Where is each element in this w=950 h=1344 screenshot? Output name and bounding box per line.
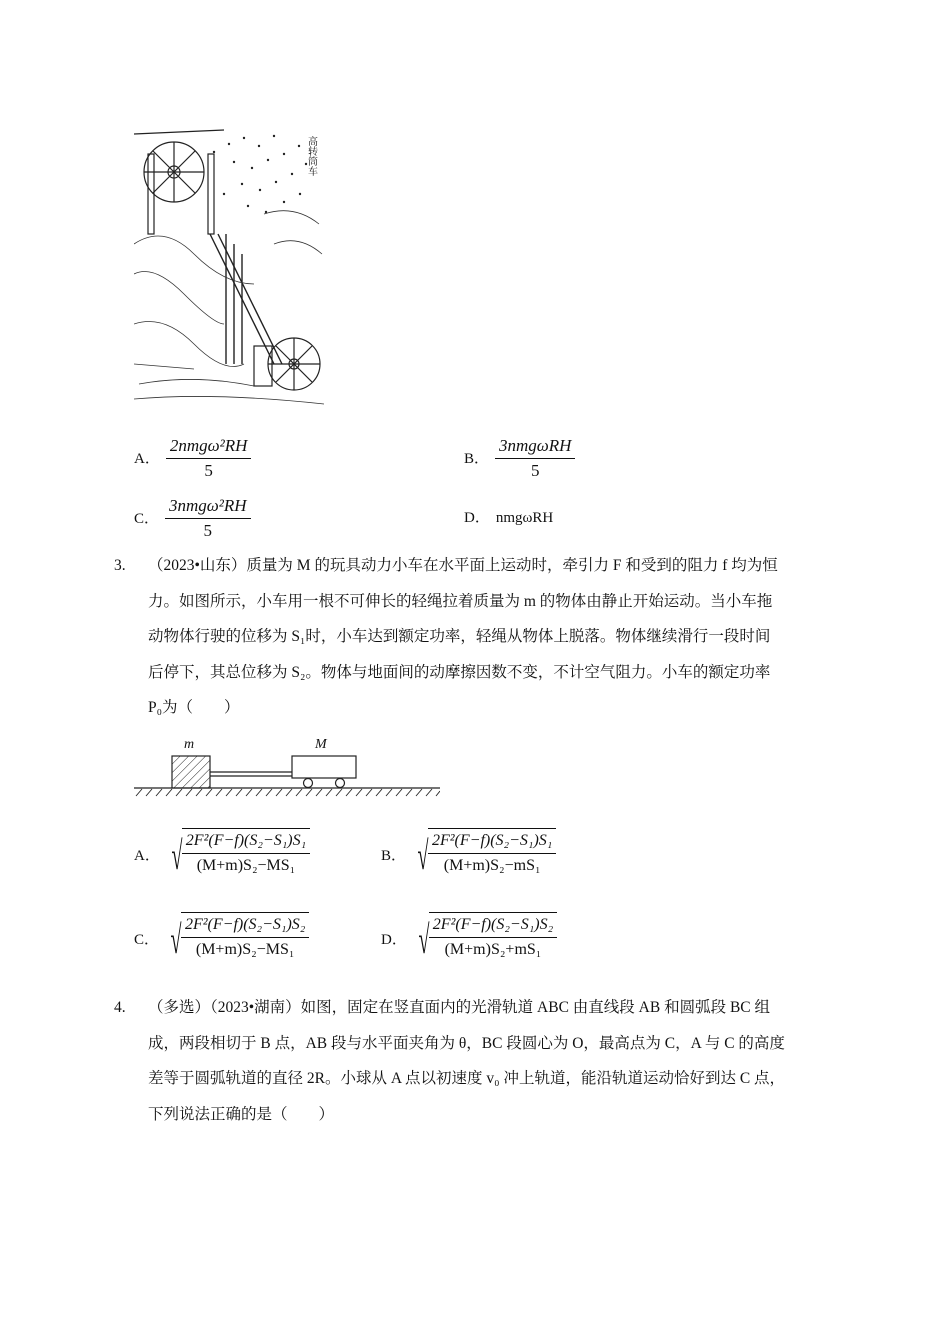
block-m bbox=[172, 756, 210, 788]
denominator: 5 bbox=[203, 521, 213, 540]
block-cart-diagram bbox=[134, 734, 440, 798]
option-label: A． bbox=[134, 450, 160, 467]
option-label: D． bbox=[381, 932, 407, 948]
question-line: 成，两段相切于 B 点，AB 段与水平面夹角为 θ，BC 段圆心为 O，最高点为 C，A 与 C 的高度 bbox=[148, 1034, 785, 1052]
numerator: 2F²(F−f)(S₂−S₁)S₂ bbox=[181, 915, 309, 938]
numerator: 2nmgω²RH bbox=[166, 436, 252, 459]
wheel bbox=[304, 779, 313, 788]
cart-M bbox=[292, 756, 356, 778]
denominator: (M+m)S₂−MS₁ bbox=[196, 857, 296, 874]
question-4-text bbox=[148, 990, 838, 1132]
numerator: 3nmgωRH bbox=[495, 436, 575, 459]
q3-option-a[interactable] bbox=[134, 828, 310, 884]
option-label: A． bbox=[134, 848, 160, 864]
fraction bbox=[165, 496, 251, 541]
fraction bbox=[428, 831, 556, 876]
sqrt-icon: √ bbox=[418, 917, 430, 962]
option-label: B． bbox=[464, 450, 490, 467]
option-text: nmgωRH bbox=[495, 510, 554, 526]
denominator: (M+m)S₂−MS₁ bbox=[195, 941, 295, 958]
question-line: （多选）（2023•湖南）如图，固定在竖直面内的光滑轨道 ABC 由直线段 AB 和圆弧段 BC 组 bbox=[148, 999, 771, 1016]
q2-option-b[interactable] bbox=[464, 436, 575, 481]
label-m: m bbox=[184, 737, 195, 752]
fraction bbox=[166, 436, 252, 481]
option-label: D． bbox=[464, 510, 490, 526]
waterwheel-illustration bbox=[134, 124, 324, 414]
sqrt-expression bbox=[413, 912, 557, 968]
question-number: 4. bbox=[114, 999, 126, 1016]
sqrt-icon: √ bbox=[171, 833, 183, 878]
denominator: (M+m)S₂−mS₁ bbox=[443, 857, 541, 874]
question-line: 后停下，其总位移为 S₂。物体与地面间的动摩擦因数不变，不计空气阻力。小车的额定功率 bbox=[148, 663, 771, 681]
sqrt-icon: √ bbox=[417, 833, 429, 878]
sqrt-icon: √ bbox=[170, 917, 182, 962]
q2-option-d[interactable] bbox=[464, 508, 553, 528]
denominator: 5 bbox=[204, 461, 213, 480]
question-line: P₀为（ ） bbox=[148, 699, 240, 716]
question-line: （2023•山东）质量为 M 的玩具动力小车在水平面上运动时，牵引力 F 和受到的阻力 f 均为恒 bbox=[148, 557, 778, 574]
question-number: 3. bbox=[114, 557, 126, 574]
numerator: 2F²(F−f)(S₂−S₁)S₁ bbox=[182, 831, 310, 854]
question-line: 下列说法正确的是（ ） bbox=[148, 1105, 335, 1123]
illustration-caption: 高转筒车 bbox=[305, 136, 317, 176]
option-label: C． bbox=[134, 510, 160, 527]
q2-option-a[interactable] bbox=[134, 436, 251, 481]
question-line: 动物体行驶的位移为 S₁时，小车达到额定功率，轻绳从物体上脱落。物体继续滑行一段时间 bbox=[148, 628, 771, 645]
q3-option-c[interactable] bbox=[134, 912, 309, 968]
fraction bbox=[495, 436, 575, 481]
question-line: 力。如图所示，小车用一根不可伸长的轻绳拉着质量为 m 的物体由静止开始运动。当小车拖 bbox=[148, 592, 773, 610]
wheel bbox=[336, 779, 345, 788]
fraction bbox=[182, 831, 310, 876]
numerator: 2F²(F−f)(S₂−S₁)S₂ bbox=[429, 915, 557, 938]
q3-option-b[interactable] bbox=[381, 828, 556, 884]
option-label: B． bbox=[381, 848, 407, 864]
label-M: M bbox=[315, 737, 327, 752]
numerator: 3nmgω²RH bbox=[165, 496, 251, 519]
q2-option-c[interactable] bbox=[134, 496, 251, 541]
question-3-text bbox=[148, 548, 838, 726]
sqrt-expression bbox=[412, 828, 556, 884]
denominator: 5 bbox=[530, 461, 540, 480]
denominator: (M+m)S₂+mS₁ bbox=[444, 941, 542, 958]
fraction bbox=[181, 915, 309, 960]
sqrt-expression bbox=[166, 828, 310, 884]
question-line: 差等于圆弧轨道的直径 2R。小球从 A 点以初速度 v₀ 冲上轨道，能沿轨道运动恰好到达 C 点， bbox=[148, 1070, 786, 1087]
fraction bbox=[429, 915, 557, 960]
numerator: 2F²(F−f)(S₂−S₁)S₁ bbox=[428, 831, 556, 854]
q3-option-d[interactable] bbox=[381, 912, 557, 968]
option-label: C． bbox=[134, 932, 160, 948]
sqrt-expression bbox=[165, 912, 309, 968]
